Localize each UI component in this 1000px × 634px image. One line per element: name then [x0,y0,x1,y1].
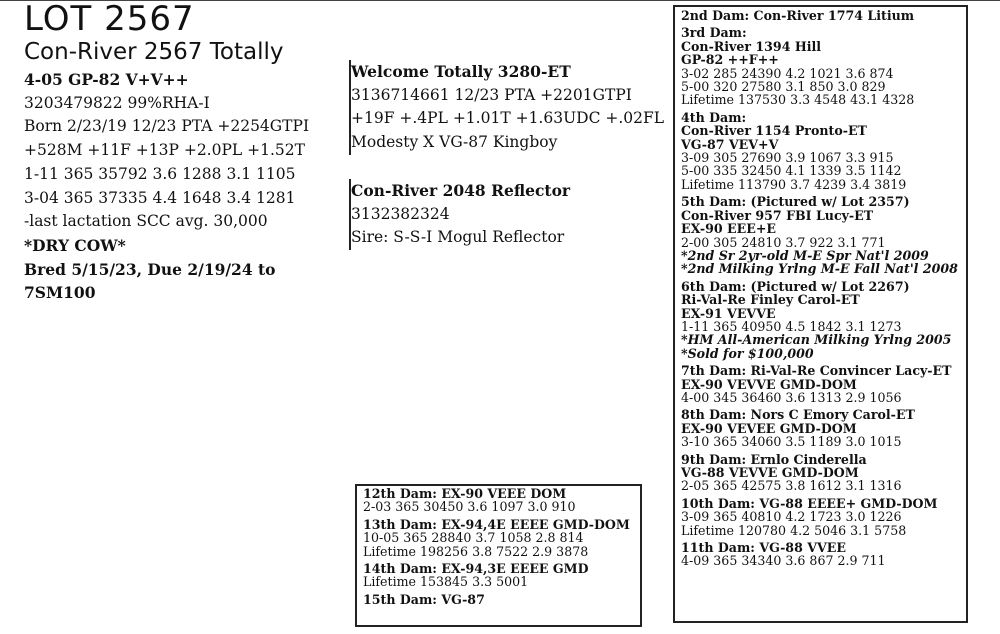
dam-line: 3rd Dam: [681,25,747,41]
dam-section [363,593,640,606]
dam-line: 7th Dam: Ri-Val-Re Convincer Lacy-ET [681,363,952,379]
dam-line: *2nd Milking Yrlng M-E Fall Nat'l 2008 [681,261,958,277]
cow-detail-line: *DRY COW* [24,235,126,255]
dam-line: 2nd Dam: Con-River 1774 Litium [681,8,915,23]
dam-section [681,497,966,537]
dam-line: 4-00 345 36460 3.6 1313 2.9 1056 [681,389,902,405]
cow-detail-line: Bred 5/15/23, Due 2/19/24 to [24,259,276,279]
cow-details [24,68,344,305]
dam-line: 2-03 365 30450 3.6 1097 3.0 910 [363,499,576,515]
dam-section [681,408,966,448]
dam-line: GP-82 ++F++ [681,52,779,68]
dam-line: Con-River 1154 Pronto-ET [681,123,867,139]
dam-line: 2-05 365 42575 3.8 1612 3.1 1316 [681,478,902,494]
dam-line: EX-91 VEVVE [681,305,776,321]
dam-line: *HM All-American Milking Yrlng 2005 [681,332,952,348]
dam-line: 8th Dam: Nors C Emory Carol-ET [681,407,915,423]
dam-section [681,111,966,191]
cow-detail-line: 4-05 GP-82 V+V++ [24,70,189,89]
dam-line: EX-90 EEE+E [681,221,777,237]
cow-detail-line: 7SM100 [24,283,96,303]
cow-detail-line: +528M +11F +13P +2.0PL +1.52T [24,141,305,160]
dam-line: VG-88 VEVVE GMD-DOM [681,465,859,480]
cow-detail-line: 3203479822 99%RHA-I [24,93,210,112]
dam-line: 10-05 365 28840 3.7 1058 2.8 814 [363,530,584,546]
cow-detail-line: Born 2/23/19 12/23 PTA +2254GTPI [24,117,310,136]
dam-line: 4th Dam: [681,109,747,125]
dam-section [681,9,966,22]
dam-section [681,195,966,275]
sire-name: Welcome Totally 3280-ET [351,62,571,81]
dam-line: 14th Dam: EX-94,3E EEEE GMD [363,561,589,577]
dam-line: 3-09 305 27690 3.9 1067 3.3 915 [681,150,894,166]
lot-number: LOT 2567 [24,0,195,39]
pedigree-box-bottom [355,484,642,627]
dam-line: 3-02 285 24390 4.2 1021 3.6 874 [681,65,894,81]
cow-detail-line: 1-11 365 35792 3.6 1288 3.1 1105 [24,164,296,183]
dam-line: 3-10 365 34060 3.5 1189 3.0 1015 [681,434,902,450]
dam-line: *Sold for $100,000 [681,345,814,361]
pedigree-box-right [673,5,968,623]
mgs-line: Sire: S-S-I Mogul Reflector [351,228,565,247]
dam-line: 5th Dam: (Pictured w/ Lot 2357) [681,194,910,210]
dam-line: EX-90 VEVEE GMD-DOM [681,420,857,436]
dam-section [681,364,966,404]
dam-line: Lifetime 198256 3.8 7522 2.9 3878 [363,543,589,559]
dam-line: 1-11 365 40950 4.5 1842 3.1 1273 [681,318,902,334]
dam-line: Lifetime 137530 3.3 4548 43.1 4328 [681,92,915,108]
dam-line: 2-00 305 24810 3.7 922 3.1 771 [681,234,886,250]
cow-detail-line: -last lactation SCC avg. 30,000 [24,212,268,231]
dam-section [681,541,966,568]
sire-line: +19F +.4PL +1.01T +1.63UDC +.02FL [351,109,665,128]
dam-line: VG-87 VEV+V [681,136,779,152]
cow-name: Con-River 2567 Totally [24,39,284,65]
dam-line: 10th Dam: VG-88 EEEE+ GMD-DOM [681,495,938,511]
dam-line: EX-90 VEVVE GMD-DOM [681,376,857,392]
sire-block [349,60,669,250]
dam-line: 5-00 335 32450 4.1 1339 3.5 1142 [681,163,902,179]
dam-section [363,562,640,589]
mgs-line: 3132382324 [351,204,450,223]
sire-group [349,60,669,155]
dam-line: 15th Dam: VG-87 [363,591,485,607]
dam-line: 6th Dam: (Pictured w/ Lot 2267) [681,278,910,294]
dam-section [681,26,966,106]
cow-detail-line: 3-04 365 37335 4.4 1648 3.4 1281 [24,188,296,207]
dam-line: 3-09 365 40810 4.2 1723 3.0 1226 [681,509,902,525]
dam-line: 12th Dam: EX-90 VEEE DOM [363,486,567,501]
dam-line: Lifetime 120780 4.2 5046 3.1 5758 [681,522,907,538]
dam-line: 5-00 320 27580 3.1 850 3.0 829 [681,79,886,95]
dam-line: *2nd Sr 2yr-old M-E Spr Nat'l 2009 [681,247,929,263]
dam-line: 4-09 365 34340 3.6 867 2.9 711 [681,553,886,569]
dam-line: 11th Dam: VG-88 VVEE [681,540,846,556]
dam-section [681,453,966,493]
dam-line: 13th Dam: EX-94,4E EEEE GMD-DOM [363,516,630,532]
dam-line: Lifetime 153845 3.3 5001 [363,574,529,590]
sire-line: Modesty X VG-87 Kingboy [351,133,558,152]
dam-section [363,518,640,558]
mgs-group [349,179,669,250]
dam-section [363,487,640,514]
dam-line: Con-River 1394 Hill [681,38,822,54]
dam-section [681,280,966,360]
dam-line: 9th Dam: Ernlo Cinderella [681,451,867,467]
dam-line: Ri-Val-Re Finley Carol-ET [681,292,860,308]
dam-line: Lifetime 113790 3.7 4239 3.4 3819 [681,176,907,192]
dam-line: Con-River 957 FBI Lucy-ET [681,207,874,223]
mgs-name: Con-River 2048 Reflector [351,180,571,200]
sire-line: 3136714661 12/23 PTA +2201GTPI [351,85,632,104]
